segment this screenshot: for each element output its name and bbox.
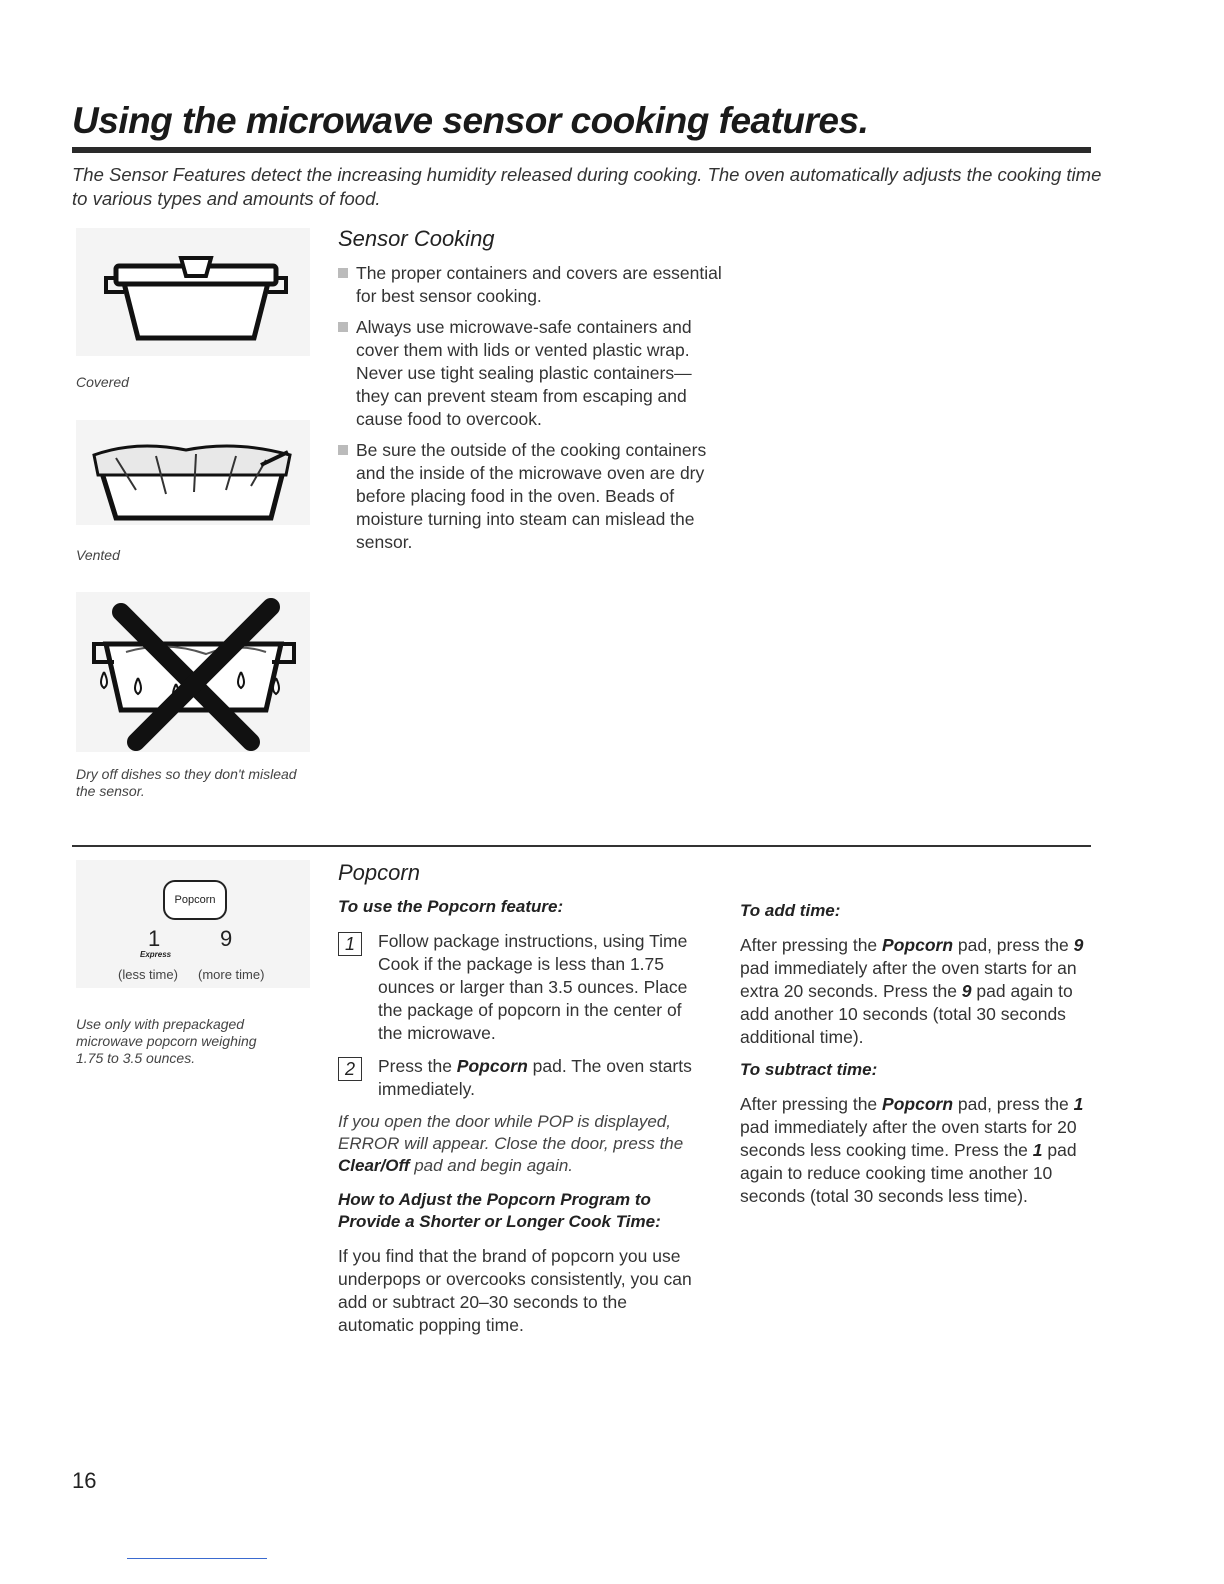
wet-dish-figure	[76, 592, 310, 800]
page-number: 16	[72, 1468, 97, 1493]
step-number-2: 2	[338, 1057, 362, 1081]
sensor-bullet-1: The proper containers and covers are essential for best sensor cooking.	[338, 262, 723, 308]
less-time-label: (less time)	[118, 967, 178, 982]
section-divider	[72, 845, 1091, 847]
popcorn-step-2: 2 Press the Popcorn pad. The oven starts immediately.	[338, 1055, 698, 1101]
wet-dish-crossed-icon	[76, 592, 310, 752]
footer-line	[127, 1558, 267, 1559]
popcorn-time-adjust	[740, 900, 1100, 1208]
keypad-illustration	[76, 860, 310, 988]
key-1: 1	[148, 926, 161, 951]
key-1-sublabel: Express	[140, 950, 172, 959]
sensor-bullet-3: Be sure the outside of the cooking containers and the inside of the microwave oven are dry before placing food in the oven. Beads of moisture turning into steam can mislead the sensor.	[338, 439, 723, 554]
sensor-bullet-2: Always use microwave-safe containers and cover them with lids or vented plastic wrap. Never use tight sealing plastic containers— they can prevent steam from escaping and cause food to overcook.	[338, 316, 723, 431]
popcorn-caption: Use only with prepackaged microwave popcorn weighing 1.75 to 3.5 ounces.	[76, 1016, 257, 1066]
add-time-text: After pressing the Popcorn pad, press the 9 pad immediately after the oven starts for an extra 20 seconds. Press the 9 pad again to add another 10 seconds (total 30 seconds additional time).	[740, 935, 1084, 1047]
wet-dish-caption: Dry off dishes so they don't mislead the sensor.	[76, 766, 297, 799]
sensor-cooking-heading: Sensor Cooking	[338, 226, 495, 251]
adjust-heading: How to Adjust the Popcorn Program to Provide a Shorter or Longer Cook Time:	[338, 1190, 661, 1231]
bullet-square-icon	[338, 445, 348, 455]
add-time-heading: To add time:	[740, 901, 841, 920]
page-title: Using the microwave sensor cooking features.	[72, 100, 869, 141]
key-9: 9	[220, 926, 233, 951]
step-number-1: 1	[338, 932, 362, 956]
popcorn-section	[338, 860, 698, 1337]
subtract-time-text: After pressing the Popcorn pad, press the 1 pad immediately after the oven starts for 20 seconds less cooking time. Press the 1 pad again to reduce cooking time another 10 seconds (total 30 seconds less time).	[740, 1094, 1084, 1206]
subtract-time-heading: To subtract time:	[740, 1060, 878, 1079]
bullet-square-icon	[338, 268, 348, 278]
bullet-square-icon	[338, 322, 348, 332]
adjust-text: If you find that the brand of popcorn you use underpops or overcooks consistently, you can add or subtract 20–30 seconds to the automatic popping time.	[338, 1246, 692, 1335]
covered-dish-icon	[76, 228, 310, 356]
vented-caption: Vented	[76, 547, 120, 563]
more-time-label: (more time)	[198, 967, 265, 982]
intro-text: The Sensor Features detect the increasing humidity released during cooking. The oven automatically adjusts the cooking time to various types and amounts of food.	[72, 164, 1102, 209]
sensor-cooking-section	[338, 226, 723, 562]
popcorn-button-icon: Popcorn	[163, 880, 227, 920]
popcorn-keypad-figure	[76, 860, 310, 1067]
popcorn-heading: Popcorn	[338, 860, 420, 885]
covered-caption: Covered	[76, 374, 129, 390]
popcorn-step-1: 1 Follow package instructions, using Time Cook if the package is less than 1.75 ounces or larger than 3.5 ounces. Place the package of popcorn in the center of the microwave.	[338, 930, 698, 1045]
vented-dish-icon	[76, 420, 310, 525]
covered-dish-figure	[76, 228, 310, 391]
use-popcorn-heading: To use the Popcorn feature:	[338, 897, 564, 916]
door-note: If you open the door while POP is displayed, ERROR will appear. Close the door, press the Clear/Off pad and begin again.	[338, 1112, 684, 1175]
title-rule	[72, 147, 1091, 153]
vented-dish-figure	[76, 420, 310, 564]
